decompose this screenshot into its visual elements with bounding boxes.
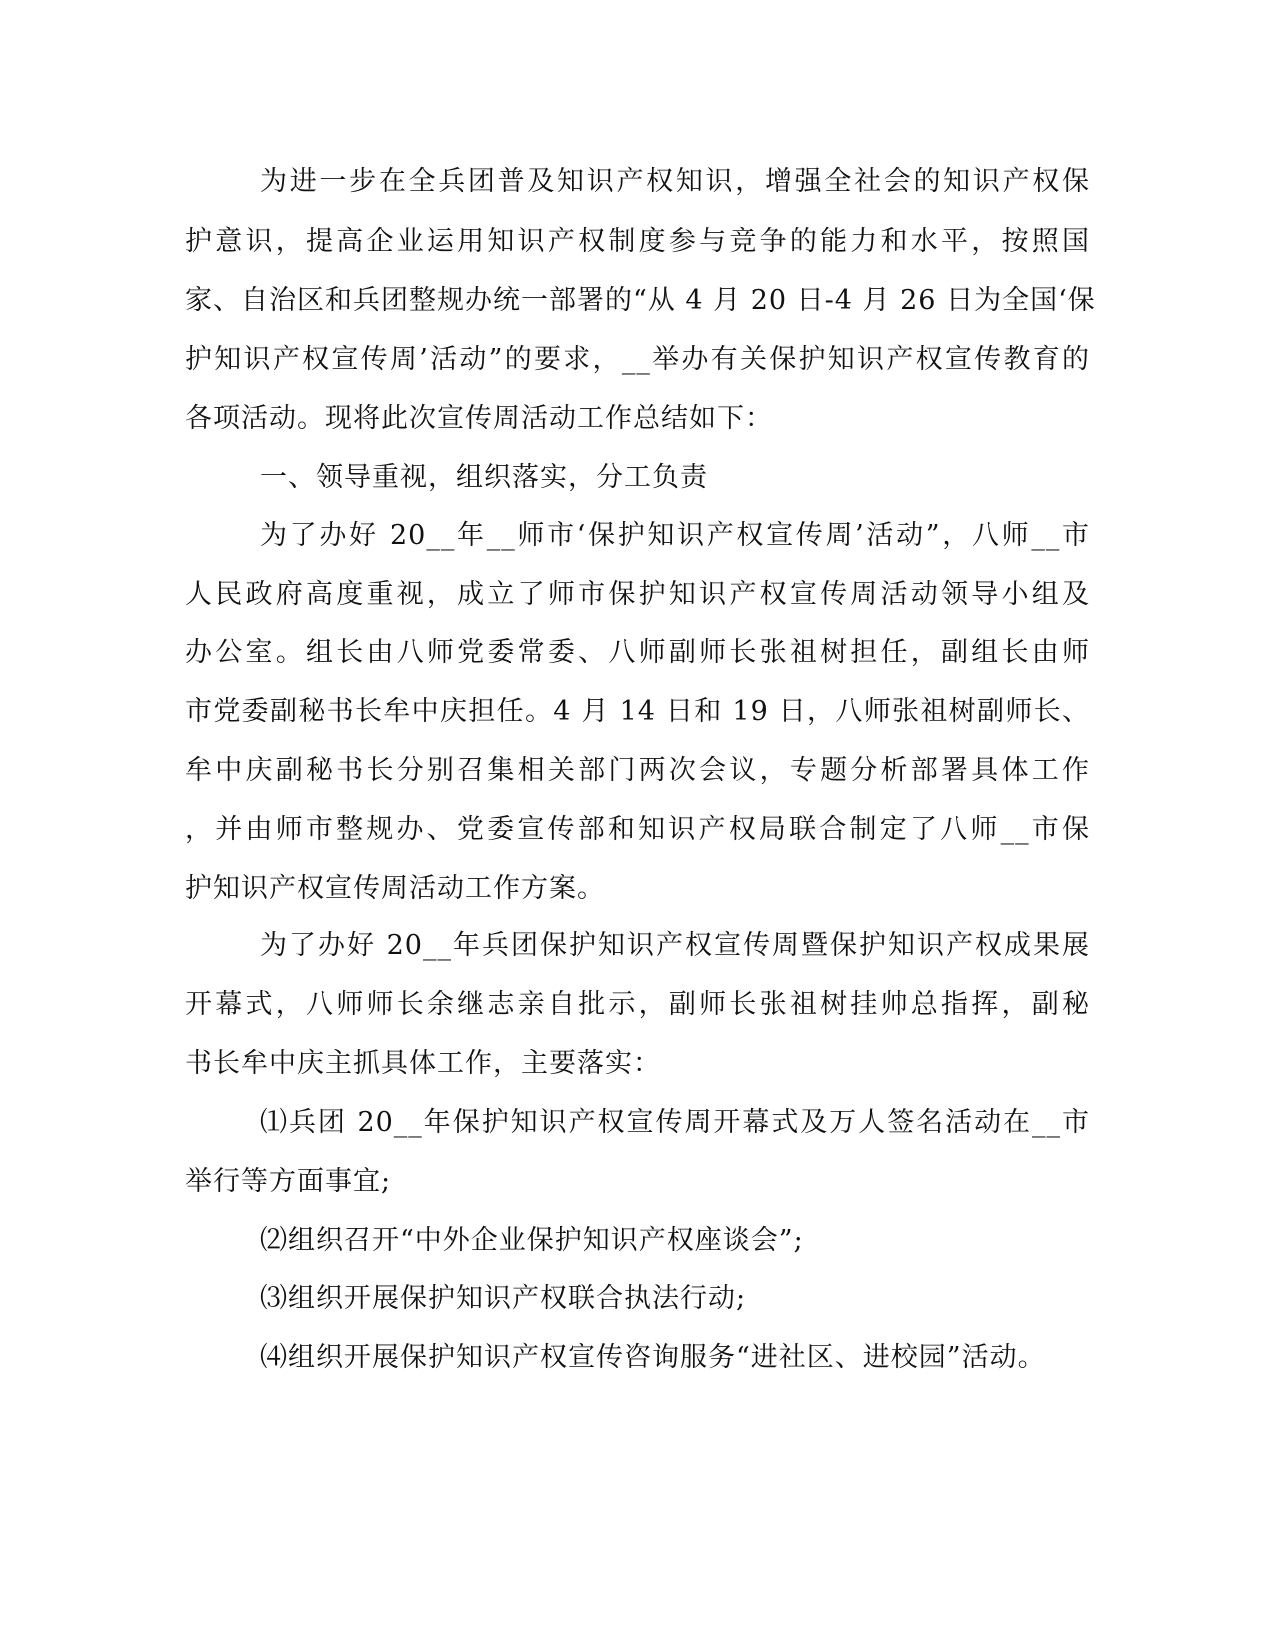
section-heading: 一、领导重视，组织落实，分工负责: [260, 462, 708, 493]
paragraph-2-line-7: 护知识产权宣传周活动工作方案。: [185, 873, 605, 904]
paragraph-2-line-6: ，并由师市整规办、党委宣传部和知识产权局联合制定了八师__市保: [185, 814, 1090, 845]
paragraph-2-line-2: 人民政府高度重视，成立了师市保护知识产权宣传周活动领导小组及: [185, 579, 1090, 610]
paragraph-2-line-4: 市党委副秘书长牟中庆担任。4 月 14 日和 19 日，八师张祖树副师长、: [185, 696, 1090, 727]
list-item-1-line-1: ⑴兵团 20__年保护知识产权宣传周开幕式及万人签名活动在__市: [260, 1107, 1090, 1138]
list-item-2: ⑵组织召开“中外企业保护知识产权座谈会”;: [260, 1225, 804, 1256]
paragraph-3-line-2: 开幕式，八师师长余继志亲自批示，副师长张祖树挂帅总指挥，副秘: [185, 989, 1090, 1020]
paragraph-1-line-5: 各项活动。现将此次宣传周活动工作总结如下：: [185, 403, 773, 434]
paragraph-2-line-5: 牟中庆副秘书长分别召集相关部门两次会议，专题分析部署具体工作: [185, 755, 1090, 786]
paragraph-3-line-3: 书长牟中庆主抓具体工作，主要落实：: [185, 1048, 661, 1079]
paragraph-1-line-2: 护意识，提高企业运用知识产权制度参与竞争的能力和水平，按照国: [185, 226, 1090, 257]
list-item-3: ⑶组织开展保护知识产权联合执法行动;: [260, 1283, 747, 1314]
paragraph-2-line-1: 为了办好 20__年__师市‘保护知识产权宣传周’活动”，八师__市: [260, 520, 1090, 551]
list-item-4: ⑷组织开展保护知识产权宣传咨询服务“进社区、进校园”活动。: [260, 1342, 1046, 1373]
paragraph-1-line-4: 护知识产权宣传周’活动”的要求，__举办有关保护知识产权宣传教育的: [185, 344, 1090, 375]
paragraph-1-line-3: 家、自治区和兵团整规办统一部署的“从 4 月 20 日-4 月 26 日为全国‘保: [185, 285, 1096, 316]
paragraph-3-line-1: 为了办好 20__年兵团保护知识产权宣传周暨保护知识产权成果展: [260, 930, 1090, 961]
list-item-1-line-2: 举行等方面事宜;: [185, 1166, 392, 1197]
paragraph-1-line-1: 为进一步在全兵团普及知识产权知识，增强全社会的知识产权保: [260, 166, 1090, 197]
paragraph-2-line-3: 办公室。组长由八师党委常委、八师副师长张祖树担任，副组长由师: [185, 637, 1090, 668]
